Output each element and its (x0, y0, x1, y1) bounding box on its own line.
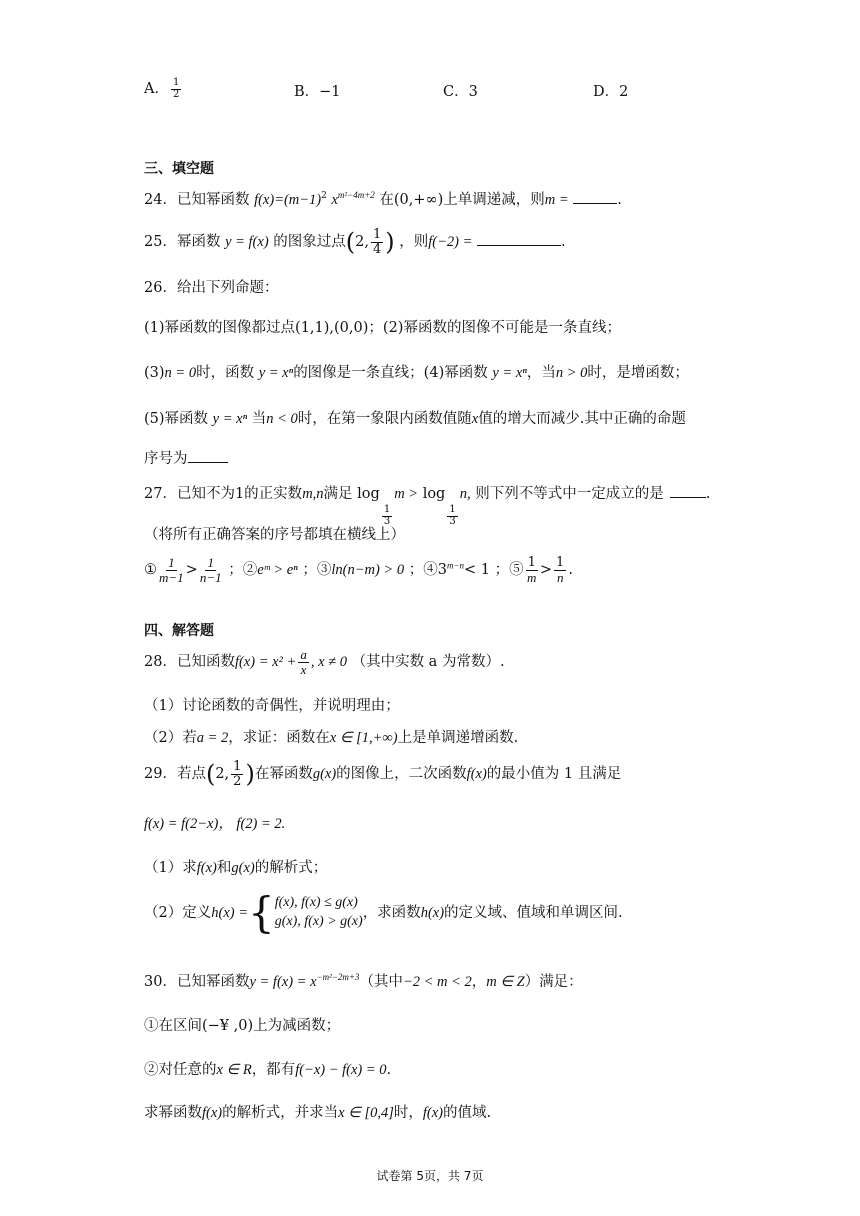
q30-function: y = f(x) = x (249, 974, 317, 990)
option-a-label: A． (144, 81, 169, 97)
q30-interval: (−¥ ,0) (202, 1018, 254, 1034)
q27-text-mid: 满足 (323, 486, 353, 502)
fraction-denominator: 2 (233, 773, 242, 789)
q30-c2-text: ②对任意的 (144, 1062, 217, 1078)
q26-l4-text: 序号为 (144, 451, 188, 467)
q27-choice-3-marker: ；③ (302, 562, 332, 579)
q26-power-fn-2: y = xⁿ (492, 365, 527, 381)
q24-expr: =(m−1) (274, 192, 322, 208)
q27-text: 27．已知不为1的正实数 (144, 486, 303, 502)
q24-answer-blank[interactable] (573, 189, 617, 204)
question-25 (144, 228, 566, 256)
q27-choice-4-base: 3 (437, 562, 447, 579)
q26-l2-text: (3) (144, 365, 165, 381)
q26-title: 26．给出下列命题： (144, 280, 279, 296)
q24-x: x (331, 192, 338, 208)
q29-case-2: g(x), f(x) > g(x) (274, 914, 363, 929)
q26-l2-text-e: 时，是增函数； (587, 365, 689, 381)
q29-part-1 (144, 856, 327, 877)
page-footer: 试卷第 5页，共 7页 (376, 1169, 484, 1183)
q29-p1-g: g(x) (231, 860, 255, 876)
q26-n-eq-0: n = 0 (164, 365, 197, 381)
fraction-denominator: 4 (372, 241, 382, 257)
q30-condition-1 (144, 1014, 340, 1035)
q26-line-3 (144, 407, 686, 428)
q27-choice-1-marker: ① (144, 562, 157, 579)
fraction-numerator: 1 (372, 227, 382, 242)
q28-text: 28．已知函数 (144, 654, 235, 671)
paren-open: ( (205, 760, 216, 789)
q29-p1-text: （1）求 (144, 860, 197, 876)
q26-l3-text: (5)幂函数 (144, 411, 209, 427)
q25-text-post: ，则 (399, 234, 429, 251)
q30-task-text-b: 的解析式，并求当 (222, 1105, 339, 1121)
q27-answer-blank[interactable] (670, 483, 706, 498)
q26-l3-text-c: 时，在第一象限内函数值随 (297, 411, 472, 427)
q25-text: 25．幂函数 (144, 234, 221, 251)
q26-n-gt-0: n > 0 (555, 365, 588, 381)
q26-n-lt-0: n < 0 (266, 411, 298, 427)
paren-close: ) (245, 760, 255, 789)
q27-m-gt: m > (394, 486, 419, 502)
q26-line-1 (144, 316, 621, 337)
q24-text-post: 上单调递减，则 (443, 192, 545, 208)
q29-piecewise (275, 894, 363, 932)
q27-gt-2: > (539, 562, 553, 579)
q29-h: h(x) = (211, 905, 248, 921)
q25-point-x: 2, (355, 234, 369, 251)
q30-text: 30．已知幂函数 (144, 974, 250, 990)
q27-log-base-2 (447, 505, 457, 527)
q27-choice-2-marker: ；② (228, 562, 258, 579)
q29-text-mid1: 在幂函数 (254, 766, 313, 783)
q27-gt: > (185, 562, 198, 579)
question-27 (144, 482, 710, 527)
q29-case-1: f(x), f(x) ≤ g(x) (274, 895, 358, 911)
fraction-denominator: 3 (383, 515, 391, 527)
section-heading-fill-in: 三、填空题 (144, 161, 214, 177)
fraction-numerator: 1 (383, 504, 391, 515)
q27-choice-4-marker: ；④ (408, 562, 438, 579)
q26-power-fn-3: y = xⁿ (212, 411, 248, 427)
q29-p2-text-b: ，求函数 (362, 905, 421, 921)
q27-period: . (705, 486, 711, 502)
q25-text-mid: 的图象过点 (273, 234, 346, 251)
q30-task-text: 求幂函数 (144, 1105, 202, 1121)
q27-text-post: 则下列不等式中一定成立的是 (475, 486, 664, 502)
fraction-numerator: 1 (207, 555, 214, 570)
q27-mn: m,n (302, 486, 324, 502)
fraction-numerator: 1 (527, 555, 536, 570)
option-b: B．−1 (294, 84, 341, 100)
q30-period: . (386, 1062, 392, 1078)
q30-text-post: ）满足： (524, 974, 583, 990)
q30-even-condition: f(−x) − f(x) = 0 (295, 1062, 387, 1078)
q26-l2-text-c: 的图像是一条直线；(4)幂函数 (293, 365, 488, 381)
q30-c1-text: ①在区间 (144, 1018, 202, 1034)
q28-text-post: （其中实数 a 为常数）. (351, 654, 505, 671)
q28-part-2 (144, 726, 518, 747)
fraction-numerator: a (300, 647, 307, 662)
q30-range: −2 < m < 2 (402, 974, 472, 990)
q24-period: . (617, 192, 622, 208)
q24-fx: f(x) (254, 192, 275, 208)
fraction-denominator: m−1 (159, 569, 184, 585)
q27-n: n, (459, 486, 471, 502)
fraction-numerator: 1 (556, 555, 565, 570)
q28-condition: , x ≠ 0 (310, 654, 347, 671)
q28-interval: x ∈ [1,+∞) (329, 730, 398, 746)
q30-text-cond: （其中 (359, 974, 403, 990)
q26-power-fn: y = xⁿ (258, 365, 294, 381)
q30-c2-text-b: ，都有 (251, 1062, 296, 1078)
q27-log-2: log (422, 486, 446, 502)
q28-fraction (298, 648, 309, 676)
q26-l3-text-b: 当 (251, 411, 267, 427)
q29-h-2: h(x) (420, 905, 445, 921)
fraction-denominator: x (300, 661, 307, 677)
q29-p1-f: f(x) (196, 860, 217, 876)
q29-conditions: f(x) = f(2−x)， f(2) = 2. (144, 816, 286, 832)
q29-text-mid2: 的图像上，二次函数 (336, 766, 467, 783)
q25-period: . (561, 234, 566, 251)
q29-text-mid3: 的最小值为 1 且满足 (486, 766, 622, 783)
question-29 (144, 760, 621, 788)
q30-exponent: −m²−2m+3 (316, 972, 360, 983)
q27-choice-5-marker: ；⑤ (494, 562, 524, 579)
fraction-denominator: m (527, 569, 537, 585)
q29-f: f(x) (466, 766, 487, 783)
q30-task-f: f(x) (202, 1105, 223, 1121)
q29-p1-text-c: 的解析式； (254, 860, 328, 876)
q26-line-2 (144, 361, 689, 382)
q30-x-in-r: x ∈ R (216, 1062, 252, 1078)
q30-task-interval: x ∈ [0,4] (338, 1105, 394, 1121)
fraction-numerator: 1 (172, 77, 180, 88)
q26-l1-text: (1)幂函数的图像都过点 (144, 320, 296, 336)
q25-fraction (371, 228, 383, 256)
q24-square: 2 (321, 191, 327, 202)
fraction-denominator: n−1 (199, 569, 222, 585)
q27-choice-4-exp: m−n (446, 560, 465, 571)
q27-choice-1-right (200, 556, 222, 584)
fraction-denominator: 2 (172, 88, 180, 100)
q29-p2-text-c: 的定义域、值域和单调区间. (444, 905, 623, 921)
q28-function: f(x) = x² + (234, 654, 297, 671)
q30-task-f-2: f(x) (422, 1105, 443, 1121)
q24-text-mid: 在 (379, 192, 394, 208)
q30-condition-2 (144, 1058, 391, 1079)
q27-period-2: . (568, 562, 573, 579)
q30-task-text-c: 时， (393, 1105, 423, 1121)
q29-p2-text: （2）定义 (144, 905, 212, 921)
q30-sep: ， (471, 974, 487, 990)
q27-choice-3: ln(n−m) > 0 (331, 562, 405, 579)
q25-answer-blank[interactable] (477, 231, 561, 246)
q26-answer-blank[interactable] (188, 448, 228, 463)
fraction-numerator: 1 (168, 555, 175, 570)
q27-choice-4-rhs: < 1 (464, 562, 490, 579)
q29-part-2 (144, 888, 623, 937)
q30-task-text-d: 的值域. (442, 1105, 492, 1121)
fraction-numerator: 1 (233, 759, 242, 774)
q24-exponent: m²−4m+2 (337, 190, 375, 201)
q27-choice-5-left (526, 556, 538, 584)
q27-note: （将所有正确答案的序号都填在横线上） (144, 527, 405, 543)
q26-line-4 (144, 447, 228, 468)
q28-a-eq-2: a = 2 (196, 730, 229, 746)
paren-open: ( (345, 228, 356, 257)
q29-point-x: 2, (215, 766, 230, 783)
q28-p2-text-c: 上是单调递增函数. (397, 730, 519, 746)
question-30 (144, 970, 583, 991)
section-heading-answer: 四、解答题 (144, 623, 214, 639)
option-c: C．3 (443, 84, 478, 100)
q28-p2-text: （2）若 (144, 730, 197, 746)
q28-part-1: （1）讨论函数的奇偶性，并说明理由； (144, 698, 400, 714)
fraction-denominator: n (556, 569, 564, 585)
fraction-numerator: 1 (449, 504, 456, 515)
q26-points: (1,1),(0,0) (295, 320, 369, 336)
q28-p2-text-b: ，求证：函数在 (228, 730, 330, 746)
q27-log-1: log (357, 486, 380, 502)
q26-l2-text-d: ，当 (526, 365, 556, 381)
question-24 (144, 188, 622, 209)
q25-f-value: f(−2) = (428, 234, 473, 251)
q26-l3-text-d: 值的增大而减少.其中正确的命题 (478, 411, 686, 427)
q29-p1-text-b: 和 (216, 860, 232, 876)
q25-function: y = f(x) (225, 234, 269, 251)
q30-c1-text-b: 上为减函数； (253, 1018, 341, 1034)
brace-open: { (248, 888, 275, 937)
q24-text: 24．已知幂函数 (144, 192, 250, 208)
q24-interval: (0,+∞) (393, 192, 444, 208)
q27-choices (144, 556, 573, 584)
option-d: D．2 (593, 84, 629, 100)
option-a-fraction (171, 78, 181, 100)
q26-l1-text-post: ；(2)幂函数的图像不可能是一条直线； (368, 320, 621, 336)
q29-fraction (231, 760, 243, 788)
q27-choice-1-left (159, 556, 184, 584)
q30-task (144, 1101, 491, 1122)
fraction-denominator: 3 (449, 515, 456, 527)
paren-close: ) (385, 228, 395, 257)
q26-x: x (471, 411, 479, 427)
q29-g: g(x) (312, 766, 337, 783)
option-a (144, 77, 183, 100)
q27-choice-5-right (554, 556, 566, 584)
q24-m: m = (544, 192, 569, 208)
q27-choice-2: eᵐ > eⁿ (257, 562, 298, 579)
q30-m-in-z: m ∈ Z (486, 974, 525, 990)
q26-l2-text-b: 时，函数 (196, 365, 255, 381)
question-28 (144, 648, 505, 676)
q29-text: 29．若点 (144, 766, 206, 783)
